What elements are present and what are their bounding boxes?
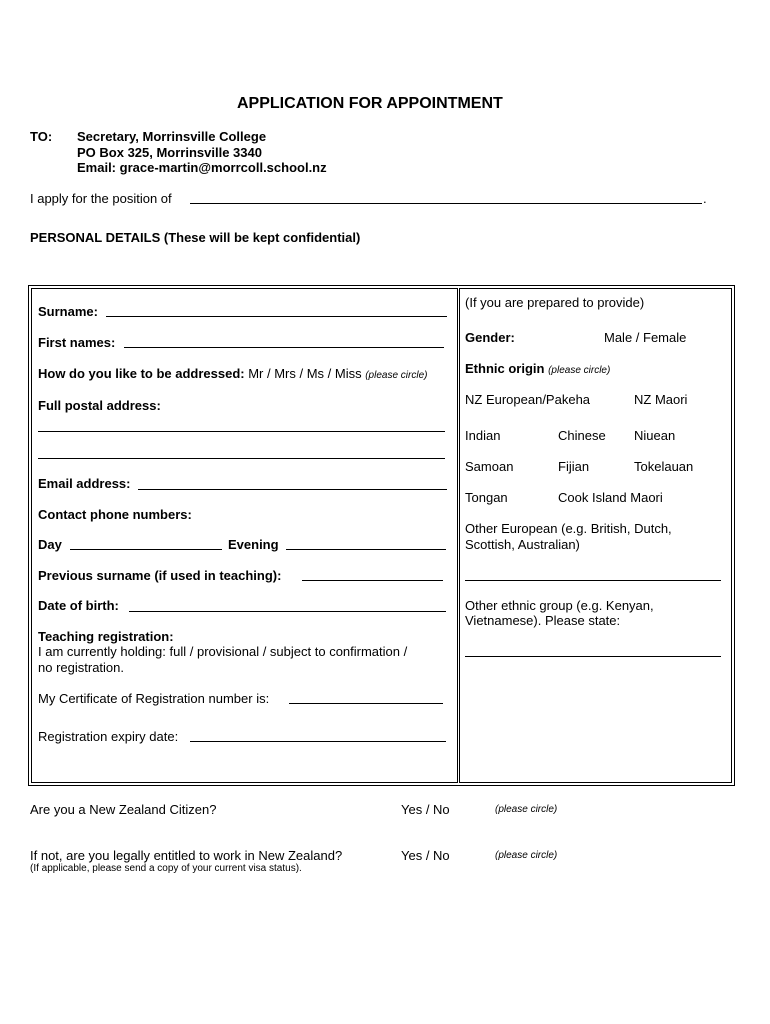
ethnic-cook-island-maori[interactable]: Cook Island Maori [558,490,663,505]
to-label: TO: [30,129,53,144]
first-names-label: First names: [38,335,116,350]
previous-surname-label: Previous surname (if used in teaching): [38,568,282,583]
nz-citizen-question: Are you a New Zealand Citizen? [30,802,217,817]
work-entitlement-yes-no[interactable]: Yes / No [401,848,450,863]
contact-phone-label: Contact phone numbers: [38,507,192,522]
email-label: Email address: [38,476,131,491]
to-line-2: PO Box 325, Morrinsville 3340 [77,145,262,160]
dob-field[interactable] [129,611,446,612]
apply-end: . [703,191,707,206]
addressed-please-circle: (please circle) [365,370,428,381]
addressed-row [38,366,427,381]
postal-address-label: Full postal address: [38,398,161,413]
ethnic-fijian[interactable]: Fijian [558,459,590,474]
gender-label: Gender: [465,330,515,345]
nz-citizen-yes-no[interactable]: Yes / No [401,802,450,817]
nz-citizen-please-circle: (please circle) [495,804,558,815]
surname-label: Surname: [38,304,98,319]
addressed-options[interactable]: Mr / Mrs / Ms / Miss [248,366,362,381]
work-entitlement-question: If not, are you legally entitled to work in New Zealand? [30,848,343,863]
to-line-3: Email: grace-martin@morrcoll.school.nz [77,160,327,175]
ethnic-please-circle: (please circle) [548,365,611,376]
other-european-field[interactable] [465,580,721,581]
gender-options[interactable]: Male / Female [604,330,687,345]
ethnic-other-european-line-2: Scottish, Australian) [465,537,580,552]
postal-address-line-2[interactable] [38,458,445,459]
day-phone-field[interactable] [70,538,222,550]
ethnic-nz-european[interactable]: NZ European/Pakeha [465,392,591,407]
position-field[interactable] [190,192,702,204]
ethnic-chinese[interactable]: Chinese [558,428,606,443]
ethnic-nz-maori[interactable]: NZ Maori [634,392,688,407]
visa-status-note: (If applicable, please send a copy of your current visa status). [30,863,302,874]
ethnic-samoan[interactable]: Samoan [465,459,514,474]
postal-address-line-1[interactable] [38,431,445,432]
previous-surname-field[interactable] [302,569,443,581]
certificate-number-field[interactable] [289,692,443,704]
evening-phone-field[interactable] [286,538,446,550]
other-ethnic-group-field[interactable] [465,656,721,657]
personal-details-heading: PERSONAL DETAILS (These will be kept confidential) [30,230,361,245]
first-names-field[interactable] [124,336,444,348]
registration-holding-line-1[interactable]: I am currently holding: full / provisional / subject to confirmation / [38,644,408,659]
to-line-1: Secretary, Morrinsville College [77,129,267,144]
teaching-registration-label: Teaching registration: [38,629,174,644]
dob-label: Date of birth: [38,598,119,613]
surname-field[interactable] [106,305,447,317]
addressed-label: How do you like to be addressed: [38,366,245,381]
ethnic-other-group-line-2: Vietnamese). Please state: [465,613,621,628]
page-title: APPLICATION FOR APPOINTMENT [237,95,503,112]
ethnic-origin-label: Ethnic origin [465,361,545,376]
ethnic-tongan[interactable]: Tongan [465,490,508,505]
prepared-note: (If you are prepared to provide) [465,295,645,310]
registration-holding-line-2: no registration. [38,660,124,675]
expiry-date-field[interactable] [190,730,446,742]
ethnic-indian[interactable]: Indian [465,428,501,443]
apply-position-label: I apply for the position of [30,191,172,206]
ethnic-other-european-line-1[interactable]: Other European (e.g. British, Dutch, [465,521,672,536]
ethnic-origin-row [465,361,610,376]
personal-details-left-panel [31,288,458,783]
day-phone-label: Day [38,537,62,552]
work-entitlement-please-circle: (please circle) [495,850,558,861]
ethnic-tokelauan[interactable]: Tokelauan [634,459,694,474]
expiry-date-label: Registration expiry date: [38,729,179,744]
ethnic-niuean[interactable]: Niuean [634,428,676,443]
evening-phone-label: Evening [228,537,279,552]
email-field[interactable] [138,489,447,490]
certificate-number-label: My Certificate of Registration number is: [38,691,270,706]
ethnic-other-group-line-1[interactable]: Other ethnic group (e.g. Kenyan, [465,598,654,613]
